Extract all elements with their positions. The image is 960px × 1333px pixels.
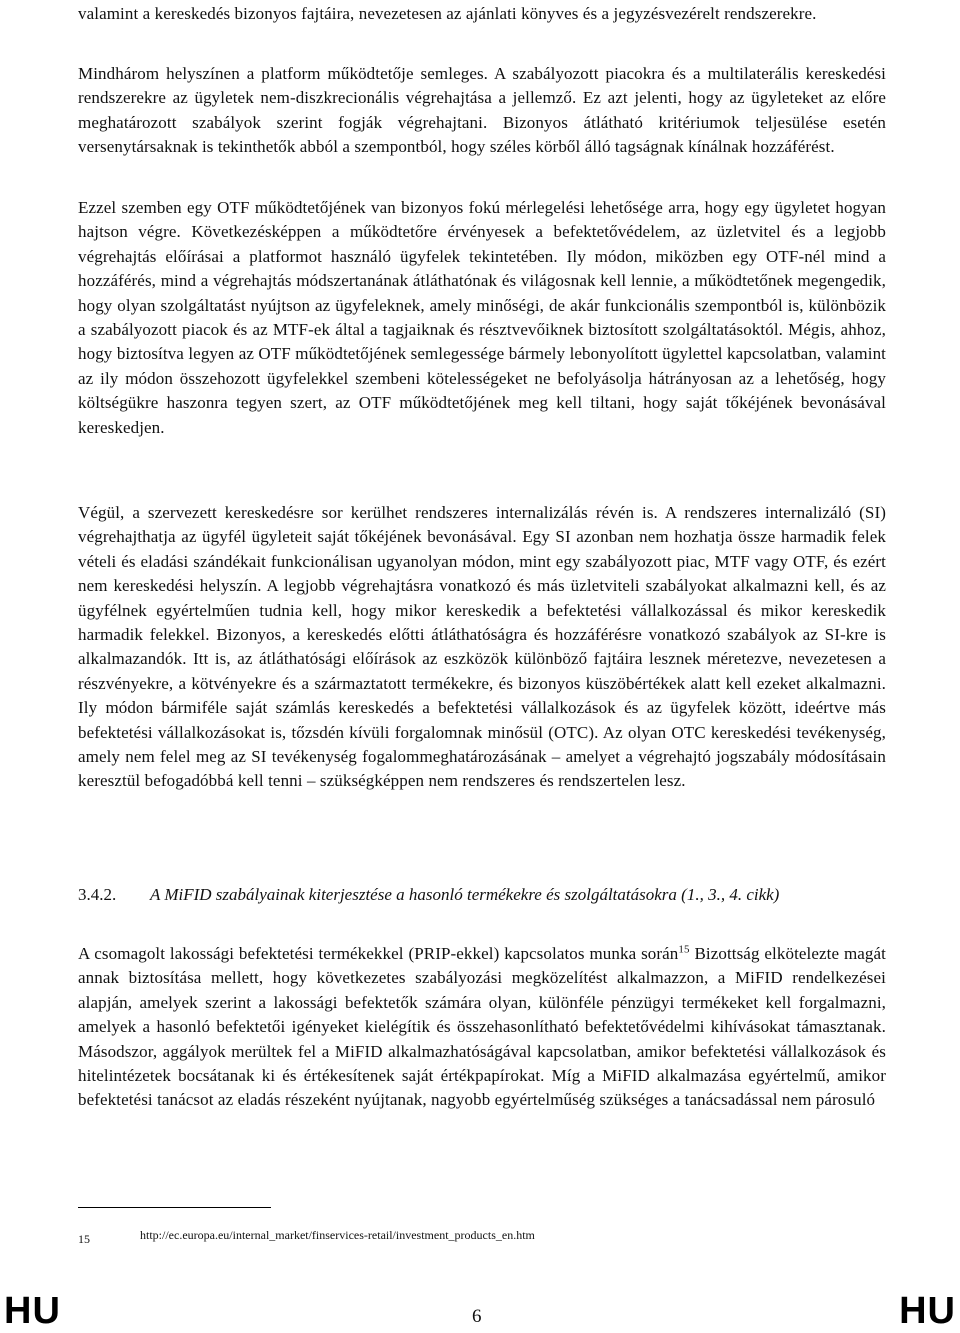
language-code-right: HU (899, 1290, 956, 1332)
page-number: 6 (472, 1306, 482, 1327)
footnote-link[interactable]: http://ec.europa.eu/internal_market/finservices-retail/investment_products_en.htm (140, 1228, 535, 1242)
paragraph-prip (78, 942, 886, 1113)
footnote-number: 15 (78, 1232, 90, 1246)
footnote-separator (78, 1207, 271, 1208)
section-title: A MiFID szabályainak kiterjesztése a hasonló termékekre és szolgáltatásokra (1., 3., 4. cikk) (150, 885, 780, 904)
language-code-left: HU (4, 1290, 61, 1332)
paragraph-otf-discretion: Ezzel szemben egy OTF működtetőjének van bizonyos fokú mérlegelési lehetősége arra, hogy egy ügyletet hogyan hajtson végre. Következésképpen a működtetőre érvényesek a befektetővédelem, az üzletvitel és a legjobb végrehajtás előírásai a platformot használó ügyfelek tekintetében. Ily módon, miközben egy OTF-nél mind a hozzáférés, mind a végrehajtás módszertanának átláthatónak és világosnak kell lennie, a működtetőnek megengedik, hogy olyan szolgáltatást nyújtson az ügyfeleknek, amely minőségi, de akár funkcionális szempontból is, különbözik a szabályozott piacok és az MTF-ek által a tagjaiknak és résztvevőiknek biztosított szolgáltatásoktól. Mégis, ahhoz, hogy biztosítva legyen az OTF működtetőjének semlegessége bármely lebonyolított ügylettel kapcsolatban, valamint az ily módon összehozott ügyfelekkel szembeni kötelességeket ne befolyásolja hátrányosan az a lehetőség, hogy költségükre haszonra tegyen szert, az OTF működtetőjének meg kell tiltani, hogy saját tőkéjének bevonásával kereskedjen. (78, 198, 886, 437)
section-number: 3.4.2. (78, 885, 117, 904)
paragraph-systematic-internaliser: Végül, a szervezett kereskedésre sor kerülhet rendszeres internalizálás révén is. A rendszeres internalizáló (SI) végrehajthatja az ügyfél ügyleteit saját tőkéjének bevonásával. Egy SI azonban nem hozhatja össze harmadik felek vételi és eladási szándékait funkcionálisan ugyanolyan módon, mint egy szabályozott piac, MTF vagy OTF, és ezért nem kereskedési helyszín. A legjobb végrehajtásra vonatkozó és más üzletviteli szabályokat alkalmazni kell, és az ügyfélnek egyértelműen tudnia kell, hogy mikor kereskedik a befektetési vállalkozással és mikor kereskedik harmadik felekkel. Bizonyos, a kereskedés előtti átláthatóságra és hozzáférésre vonatkozó szabályok az SI-kre is alkalmazandók. Itt is, az átláthatósági előírások az eszközök különböző fajtáira lesznek méretezve, nevezetesen a részvényekre, a kötvényekre és a származtatott termékekre, és bizonyos küszöbértékek alatt kell ezeket alkalmazni. Ily módon bármiféle saját számlás kereskedés a befektetési vállalkozások és az ügyfelek között, ideértve más befektetési vállalkozásokat is, tőzsdén kívüli forgalomnak minősül (OTC). Az olyan OTC kereskedési tevékenység, amely nem felel meg az SI tevékenység fogalommeghatározásának – amelyet a végrehajtó jogszabály módosításain keresztül befogadóbbá kell tenni – szükségképpen nem rendszeres és rendszertelen lesz. (78, 503, 886, 791)
paragraph-prip-rest: Bizottság elkötelezte magát annak biztosítása mellett, hogy következetes szabályozási megközelítést alkalmazzon, a MiFID rendelkezései alapján, amelyek szerint a lakossági befektetők számára olyan, különféle pénzügyi termékeket kell forgalmazni, amelyek a hasonló befektetői igényeket kielégítik és összehasonlítható befektetővédelmi kihívásokat támasztanak. Másodszor, aggályok merültek fel a MiFID alkalmazhatóságával kapcsolatban, amikor befektetési vállalkozások és hitelintézetek bocsátanak ki és értékesítenek saját értékpapírokat. Míg a MiFID alkalmazása egyértelmű, amikor befektetési tanácsot az eladás részeként nyújtanak, nagyobb egyértelműség szükséges a tanácsadással nem párosuló (78, 944, 886, 1110)
paragraph-continuation: valamint a kereskedés bizonyos fajtáira, nevezetesen az ajánlati könyves és a jegyzésvezérelt rendszerekre. (78, 4, 817, 23)
section-heading (78, 883, 886, 907)
paragraph-neutrality: Mindhárom helyszínen a platform működtetője semleges. A szabályozott piacokra és a multilaterális kereskedési rendszerekre az ügyletek nem-diszkrecionális végrehajtása a jellemző. Ez azt jelenti, hogy az ügyleteket az előre meghatározott szabályok szerint fogják végrehajtani. Bizonyos átlátható kritériumok teljesülése esetén versenytársaknak is tekinthetők abból a szempontból, hogy széles körből álló tagságnak kínálnak hozzáférést. (78, 64, 886, 157)
paragraph-prip-start: A csomagolt lakossági befektetési termékekkel (PRIP-ekkel) kapcsolatos munka során (78, 944, 679, 963)
footnote-marker[interactable]: 15 (678, 943, 690, 956)
